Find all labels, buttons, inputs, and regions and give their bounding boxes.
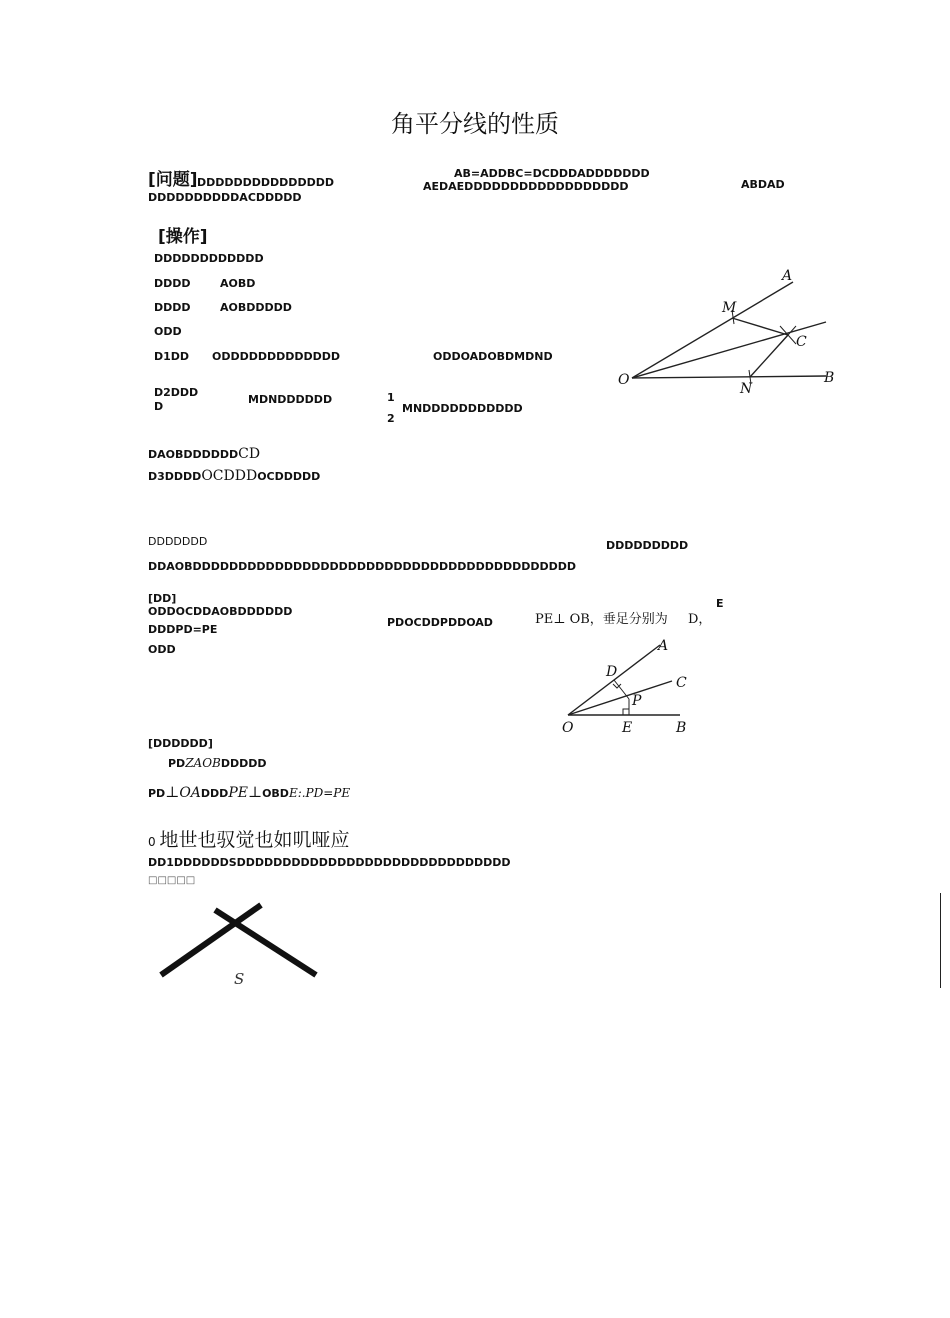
perp-symbol-2: ⊥	[247, 783, 263, 801]
conclusion-line	[148, 784, 350, 802]
conclusion-result: E:.PD=PE	[288, 786, 351, 800]
label-s: S	[234, 970, 245, 988]
ray-ob	[632, 376, 826, 378]
label-c-2: C	[676, 675, 687, 691]
crossed-sticks-figure	[155, 895, 325, 995]
step3-line1-serif: CD	[238, 446, 261, 462]
label-e-2: E	[622, 720, 633, 736]
problem-text-1b: AB=ADDBC=DCDDDADDDDDDD	[454, 167, 650, 180]
step1-text: ODDDDDDDDDDDDD	[212, 350, 341, 363]
conclusion-obd: OBD	[262, 787, 289, 800]
step2-label-2: D	[154, 400, 164, 413]
fraction-denominator: 2	[387, 412, 395, 425]
stick-right	[215, 910, 316, 975]
segment-mc	[732, 318, 788, 335]
label-n: N	[740, 381, 753, 397]
conclusion-ddd: DDD	[200, 787, 229, 800]
conclusion-pd: PD	[148, 787, 166, 800]
section3-line2: □□□□□	[148, 875, 196, 886]
step3-line2-bold1: D3DDDD	[148, 470, 202, 483]
middle-line1a: DDDDDDD	[148, 535, 208, 548]
proof-line2: DDDPD=PE	[148, 623, 218, 636]
proof-label: [DD]	[148, 592, 177, 605]
section3-line1: DD1DDDDDDSDDDDDDDDDDDDDDDDDDDDDDDDDDDDDD	[148, 856, 511, 869]
stick-left	[161, 905, 261, 975]
label-a: A	[782, 268, 793, 284]
step3-line2-serif: OCDDD	[201, 468, 258, 484]
ray-oc	[632, 322, 826, 378]
step3-line2	[148, 470, 320, 483]
page-edge-line	[940, 893, 941, 988]
step1-text-2: ODDOADOBDMDND	[433, 350, 553, 363]
right-angle-mark-e	[623, 709, 629, 715]
step3-line2-bold2: OCDDDDD	[257, 470, 321, 483]
operation-row2b: AOBDDDDD	[220, 301, 292, 314]
conclusion-pe: PE	[228, 785, 248, 801]
proof-line1c: PE⊥ OB，垂足分别为	[535, 612, 668, 627]
condition-bold: PD	[168, 757, 186, 770]
label-m: M	[722, 300, 737, 316]
condition-line	[168, 757, 267, 770]
step2-label: D2DDD	[154, 386, 199, 399]
operation-row1b: AOBD	[220, 277, 256, 290]
problem-text-2b: AEDAEDDDDDDDDDDDDDDDDDD	[423, 180, 629, 193]
section3-heading: 地世也驭觉也如叽哑应	[159, 829, 350, 851]
condition-italic: ZAOB	[185, 756, 221, 770]
section3-heading-line	[148, 828, 350, 855]
ray-oc-2	[568, 681, 672, 715]
operation-row2a: DDDD	[154, 301, 191, 314]
middle-line1b: DDDDDDDDD	[606, 539, 689, 552]
page-title: 角平分线的性质	[391, 110, 559, 138]
operation-label: [操作]	[158, 227, 208, 247]
condition-bold-2: DDDDD	[220, 757, 267, 770]
step2-text: MDNDDDDDD	[248, 393, 333, 406]
middle-line2: DDAOBDDDDDDDDDDDDDDDDDDDDDDDDDDDDDDDDDDDDDDDDDD	[148, 560, 577, 573]
proof-line1: ODDOCDDAOBDDDDDD	[148, 605, 293, 618]
section3-prefix: 0	[148, 835, 156, 849]
label-d-2: D	[606, 664, 618, 680]
step2-text-2: MNDDDDDDDDDDD	[402, 402, 523, 415]
fraction-numerator: 1	[387, 391, 395, 404]
label-o-2: O	[562, 720, 574, 736]
problem-text-1c: ABDAD	[741, 178, 785, 191]
proof-line1d: D，	[688, 612, 712, 627]
segment-pd	[614, 680, 629, 699]
perpendicular-distance-figure	[560, 635, 700, 735]
label-p-2: P	[632, 693, 642, 709]
proof-label-2: [DDDDDD]	[148, 737, 213, 750]
label-o: O	[618, 372, 630, 388]
angle-bisector-construction-figure	[610, 260, 840, 400]
operation-intro: DDDDDDDDDDDD	[154, 252, 264, 265]
label-b-2: B	[676, 720, 687, 736]
problem-text-1a: DDDDDDDDDDDDDDD	[197, 176, 334, 189]
step3-line1	[148, 448, 260, 461]
problem-label: [问题]	[148, 170, 198, 190]
label-c: C	[796, 334, 807, 350]
perp-symbol-1: ⊥	[165, 783, 180, 801]
proof-line1e: E	[716, 597, 724, 610]
ray-oa	[632, 282, 793, 378]
problem-text-2a: DDDDDDDDDDACDDDDD	[148, 191, 302, 204]
conclusion-oa: OA	[179, 785, 201, 801]
step3-line1-bold: DAOBDDDDDD	[148, 448, 239, 461]
operation-row1a: DDDD	[154, 277, 191, 290]
step1-label: D1DD	[154, 350, 190, 363]
label-b: B	[824, 370, 835, 386]
label-a-2: A	[658, 638, 669, 654]
operation-row3: ODD	[154, 325, 182, 338]
proof-line1b: PDOCDDPDDOAD	[387, 616, 493, 629]
proof-line3: ODD	[148, 643, 176, 656]
